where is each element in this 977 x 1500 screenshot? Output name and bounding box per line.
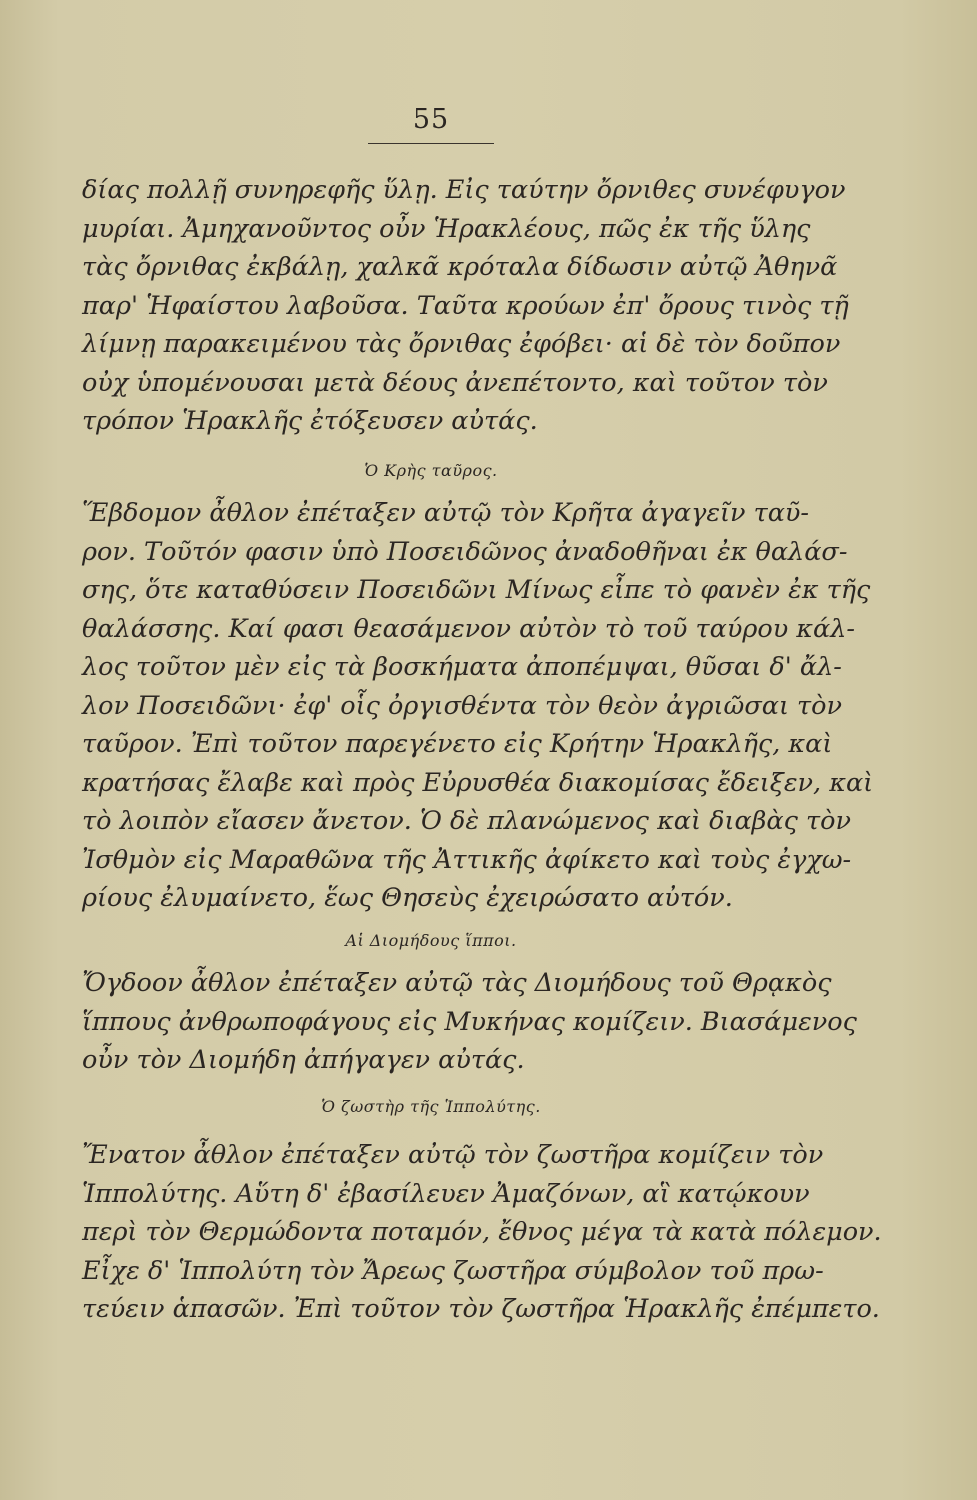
text-line: Ἔνατον ἆθλον ἐπέταξεν αὐτῷ τὸν ζωστῆρα κομίζειν τὸν xyxy=(82,1140,824,1170)
page-number-rule xyxy=(368,143,494,144)
text-line: Εἶχε δ' Ἱππολύτη τὸν Ἄρεως ζωστῆρα σύμβολον τοῦ πρω- xyxy=(82,1255,824,1286)
text-line: ταῦρον. Ἐπὶ τοῦτον παρεγένετο εἰς Κρήτην Ἡρακλῆς, καὶ xyxy=(82,729,833,759)
paragraph-girdle-of-hippolyta xyxy=(82,1136,882,1329)
text-line: Ἕβδομον ἆθλον ἐπέταξεν αὐτῷ τὸν Κρῆτα ἀγαγεῖν ταῦ- xyxy=(82,498,810,528)
text-line: Ἱππολύτης. Αὕτη δ' ἐβασίλευεν Ἀμαζόνων, αἳ κατῴκουν xyxy=(82,1178,810,1209)
text-line: θαλάσσης. Καί φασι θεασάμενον αὐτὸν τὸ τοῦ ταύρου κάλ- xyxy=(82,613,856,644)
text-line: παρ' Ἡφαίστου λαβοῦσα. Ταῦτα κρούων ἐπ' ὄρους τινὸς τῇ xyxy=(82,290,849,321)
text-line: λος τοῦτον μὲν εἰς τὰ βοσκήματα ἀποπέμψαι, θῦσαι δ' ἄλ- xyxy=(82,652,842,682)
text-line: κρατήσας ἔλαβε καὶ πρὸς Εὐρυσθέα διακομίσας ἔδειξεν, καὶ xyxy=(82,767,874,798)
paragraph-cretan-bull xyxy=(82,494,874,918)
text-line: λον Ποσειδῶνι· ἐφ' οἷς ὀργισθέντα τὸν θεὸν ἀγριῶσαι τὸν xyxy=(82,690,843,721)
section-heading-cretan-bull: Ὁ Κρὴς ταῦρος. xyxy=(364,461,498,480)
paragraph-mares-of-diomedes xyxy=(82,964,857,1080)
text-line: ρίους ἐλυμαίνετο, ἕως Θησεὺς ἐχειρώσατο αὐτόν. xyxy=(82,883,733,913)
text-line: τὰς ὄρνιθας ἐκβάλῃ, χαλκᾶ κρόταλα δίδωσιν αὐτῷ Ἀθηνᾶ xyxy=(82,252,838,282)
text-line: λίμνῃ παρακειμένου τὰς ὄρνιθας ἐφόβει· αἱ δὲ τὸν δοῦπον xyxy=(82,329,841,359)
text-line: μυρίαι. Ἀμηχανοῦντος οὖν Ἡρακλέους, πῶς ἐκ τῆς ὕλης xyxy=(82,213,811,244)
text-line: οὖν τὸν Διομήδη ἀπήγαγεν αὐτάς. xyxy=(82,1045,525,1075)
page-number: 55 xyxy=(412,104,450,135)
text-line: ρον. Τοῦτόν φασιν ὑπὸ Ποσειδῶνος ἀναδοθῆναι ἐκ θαλάσ- xyxy=(82,536,848,567)
paragraph-stymphalian-birds xyxy=(82,171,849,441)
text-line: δίας πολλῇ συνηρεφῆς ὕλῃ. Εἰς ταύτην ὄρνιθες συνέφυγον xyxy=(82,175,846,205)
text-line: περὶ τὸν Θερμώδοντα ποταμόν, ἔθνος μέγα τὰ κατὰ πόλεμον. xyxy=(82,1217,882,1247)
text-line: Ὄγδοον ἆθλον ἐπέταξεν αὐτῷ τὰς Διομήδους τοῦ Θρᾳκὸς xyxy=(82,968,832,998)
text-line: Ἰσθμὸν εἰς Μαραθῶνα τῆς Ἀττικῆς ἀφίκετο καὶ τοὺς ἐγχω- xyxy=(82,844,852,875)
text-line: τρόπον Ἡρακλῆς ἐτόξευσεν αὐτάς. xyxy=(82,406,538,436)
text-line: ἵππους ἀνθρωποφάγους εἰς Μυκήνας κομίζειν. Βιασάμενος xyxy=(82,1006,857,1037)
section-heading-girdle-of-hippolyta: Ὁ ζωστὴρ τῆς Ἱππολύτης. xyxy=(321,1097,541,1116)
text-line: τεύειν ἁπασῶν. Ἐπὶ τοῦτον τὸν ζωστῆρα Ἡρακλῆς ἐπέμπετο. xyxy=(82,1294,880,1324)
section-heading-mares-of-diomedes: Αἱ Διομήδους ἵπποι. xyxy=(345,931,517,950)
text-line: σης, ὅτε καταθύσειν Ποσειδῶνι Μίνως εἶπε τὸ φανὲν ἐκ τῆς xyxy=(82,575,871,605)
text-line: οὐχ ὑπομένουσαι μετὰ δέους ἀνεπέτοντο, καὶ τοῦτον τὸν xyxy=(82,367,828,398)
text-line: τὸ λοιπὸν εἴασεν ἄνετον. Ὁ δὲ πλανώμενος καὶ διαβὰς τὸν xyxy=(82,806,851,836)
